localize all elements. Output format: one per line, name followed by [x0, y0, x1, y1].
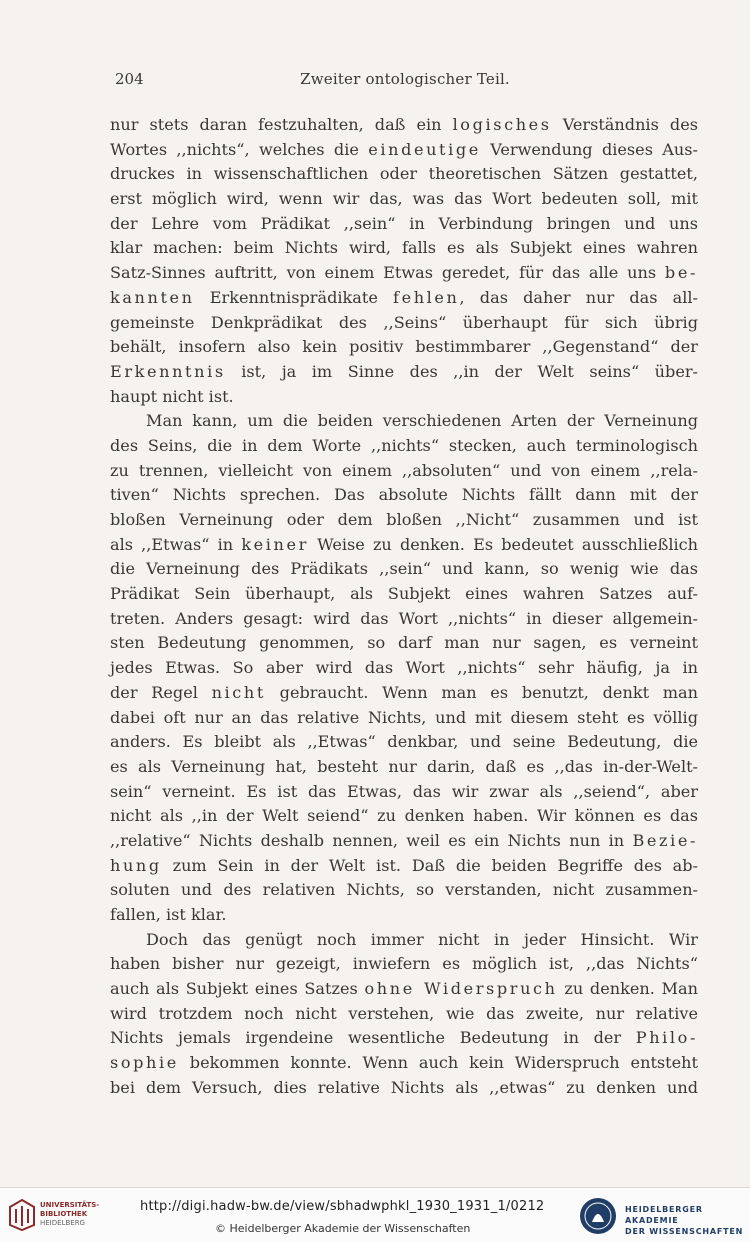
- text-line: [110, 261, 698, 286]
- text-line: [110, 607, 698, 632]
- text-run: der Lehre vom Prädikat ,,sein“ in Verbindung bringen und uns: [110, 213, 698, 233]
- text-run: bei dem Versuch, dies relative Nichts als ,,etwas“ zu denken und: [110, 1077, 698, 1097]
- text-line: [110, 854, 698, 879]
- footer-bar: [0, 1187, 750, 1242]
- text-run: als ,,Etwas“ in: [110, 534, 242, 554]
- text-line: [110, 138, 698, 163]
- text-line: [110, 681, 698, 706]
- emphasized-word: Erkenntnis: [110, 361, 226, 381]
- text-run: sein“ verneint. Es ist das Etwas, das wir zwar als ,,seiend“, aber: [110, 781, 698, 801]
- text-run: nicht als ,,in der Welt seiend“ zu denken haben. Wir können es das: [110, 806, 698, 826]
- emphasized-word: eindeutige: [368, 139, 481, 159]
- copyright-notice: © Heidelberger Akademie der Wissenschaften: [215, 1222, 471, 1235]
- text-run: die Verneinung des Prädikats ,,sein“ und kann, so wenig wie das: [110, 559, 698, 579]
- university-library-label: UNIVERSITÄTS- BIBLIOTHEK HEIDELBERG: [40, 1201, 100, 1227]
- text-run: klar machen: beim Nichts wird, falls es als Subjekt eines wahren: [110, 238, 698, 258]
- text-line: [110, 212, 698, 237]
- text-run: nur stets daran festzuhalten, daß ein: [110, 115, 453, 134]
- emphasized-word: keiner: [241, 534, 309, 554]
- text-line: [110, 1026, 698, 1051]
- text-run: Satz-Sinnes auftritt, von einem Etwas geredet, für das alle uns: [110, 263, 665, 283]
- text-line: [110, 434, 698, 459]
- text-line: [110, 113, 698, 138]
- text-run: haupt nicht ist.: [110, 386, 234, 406]
- text-line: [110, 533, 698, 558]
- academy-label: HEIDELBERGER AKADEMIE DER WISSENSCHAFTEN: [625, 1205, 744, 1236]
- text-run: des Seins, die in dem Worte ,,nichts“ stecken, auch terminologisch: [110, 435, 698, 455]
- text-line: [110, 508, 698, 533]
- text-line: [110, 335, 698, 360]
- text-run: erst möglich wird, wenn wir das, was das Wort bedeuten soll, mit: [110, 189, 698, 209]
- text-run: treten. Anders gesagt: wird das Wort ,,nichts“ in dieser allgemein-: [110, 608, 698, 628]
- text-run: Man kann, um die beiden verschiedenen Arten der Verneinung: [146, 411, 698, 431]
- text-line: [110, 236, 698, 261]
- text-line: [110, 409, 698, 434]
- emphasized-word: Philo-: [635, 1028, 698, 1048]
- text-run: Weise zu denken. Es bedeutet ausschließlich: [308, 534, 698, 554]
- text-run: soluten und des relativen Nichts, so verstanden, nicht zusammen-: [110, 880, 698, 900]
- text-run: gemeinste Denkprädikat des ,,Seins“ überhaupt für sich übrig: [110, 312, 698, 332]
- academy-seal-icon: [578, 1196, 618, 1236]
- text-line: [110, 878, 698, 903]
- text-line: [110, 459, 698, 484]
- text-line: [110, 829, 698, 854]
- text-run: zu trennen, vielleicht von einem ,,absoluten“ und von einem ,,rela-: [110, 460, 698, 480]
- emphasized-word: sophie: [110, 1053, 179, 1073]
- emphasized-word: Bezie-: [632, 830, 698, 850]
- text-run: Wortes ,,nichts“, welches die: [110, 139, 369, 159]
- text-line: [110, 755, 698, 780]
- university-library-logo-icon: [8, 1198, 36, 1232]
- emphasized-word: logisches: [452, 115, 552, 134]
- text-line: [110, 582, 698, 607]
- text-run: Verwendung dieses Aus-: [480, 139, 698, 159]
- text-line: [110, 311, 698, 336]
- text-line: [110, 1051, 698, 1076]
- text-run: haben bisher nur gezeigt, inwiefern es möglich ist, ,,das Nichts“: [110, 954, 698, 974]
- text-line: [110, 162, 698, 187]
- text-line: [110, 385, 698, 410]
- text-line: [110, 903, 698, 928]
- text-line: [110, 656, 698, 681]
- text-run: ,,relative“ Nichts deshalb nennen, weil es ein Nichts nun in: [110, 830, 633, 850]
- text-line: [110, 706, 698, 731]
- text-run: bloßen Verneinung oder dem bloßen ,,Nicht“ zusammen und ist: [110, 510, 698, 529]
- text-run: Doch das genügt noch immer nicht in jeder Hinsicht. Wir: [146, 929, 698, 949]
- page-number: 204: [115, 70, 144, 88]
- text-line: [110, 928, 698, 953]
- text-run: zum Sein in der Welt ist. Daß die beiden Begriffe des ab-: [161, 855, 698, 875]
- text-run: auch als Subjekt eines Satzes: [110, 979, 365, 999]
- running-title: Zweiter ontologischer Teil.: [300, 70, 510, 88]
- text-run: Prädikat Sein überhaupt, als Subjekt eines wahren Satzes auf-: [110, 584, 698, 604]
- text-line: [110, 483, 698, 508]
- text-run: ist, ja im Sinne des ,,in der Welt seins“ über-: [225, 361, 698, 381]
- text-line: [110, 952, 698, 977]
- emphasized-word: kannten: [110, 287, 195, 307]
- text-run: jedes Etwas. So aber wird das Wort ,,nichts“ sehr häufig, ja in: [110, 658, 698, 678]
- text-line: [110, 977, 698, 1002]
- text-run: der Regel: [110, 682, 212, 702]
- text-line: [110, 730, 698, 755]
- text-run: Erkenntnisprädikate: [194, 287, 394, 307]
- text-run: bekommen konnte. Wenn auch kein Widerspruch entsteht: [178, 1053, 698, 1073]
- text-line: [110, 286, 698, 311]
- text-run: fallen, ist klar.: [110, 905, 227, 924]
- text-run: zu denken. Man: [557, 979, 698, 999]
- text-run: sten Bedeutung genommen, so darf man nur sagen, es verneint: [110, 633, 698, 653]
- text-line: [110, 804, 698, 829]
- text-line: [110, 1076, 698, 1101]
- emphasized-word: fehlen: [393, 287, 460, 307]
- text-line: [110, 360, 698, 385]
- emphasized-word: be-: [664, 263, 698, 283]
- text-run: behält, insofern also kein positiv bestimmbarer ,,Gegenstand“ der: [110, 337, 698, 357]
- text-line: [110, 557, 698, 582]
- page-header: [115, 70, 695, 94]
- text-run: es als Verneinung hat, besteht nur darin, daß es ,,das in-der-Welt-: [110, 756, 698, 776]
- text-run: wird trotzdem noch nicht verstehen, wie das zweite, nur relative: [110, 1003, 698, 1023]
- text-line: [110, 187, 698, 212]
- text-run: druckes in wissenschaftlichen oder theoretischen Sätzen gestattet,: [110, 164, 698, 184]
- text-line: [110, 631, 698, 656]
- body-text: [110, 113, 698, 1101]
- emphasized-word: ohne Widerspruch: [364, 979, 558, 999]
- text-run: , das daher nur das all-: [459, 287, 698, 307]
- text-line: [110, 780, 698, 805]
- text-run: anders. Es bleibt als ,,Etwas“ denkbar, und seine Bedeutung, die: [110, 732, 698, 752]
- text-run: Nichts jemals irgendeine wesentliche Bedeutung in der: [110, 1028, 636, 1048]
- source-url-link[interactable]: http://digi.hadw-bw.de/view/sbhadwphkl_1930_1931_1/0212: [140, 1199, 545, 1214]
- text-run: gebraucht. Wenn man es benutzt, denkt man: [265, 682, 698, 702]
- text-run: dabei oft nur an das relative Nichts, und mit diesem steht es völlig: [110, 707, 698, 727]
- emphasized-word: hung: [110, 855, 162, 875]
- text-run: Verständnis des: [551, 115, 698, 134]
- emphasized-word: nicht: [211, 682, 266, 702]
- text-run: tiven“ Nichts sprechen. Das absolute Nichts fällt dann mit der: [110, 485, 698, 505]
- text-line: [110, 1002, 698, 1027]
